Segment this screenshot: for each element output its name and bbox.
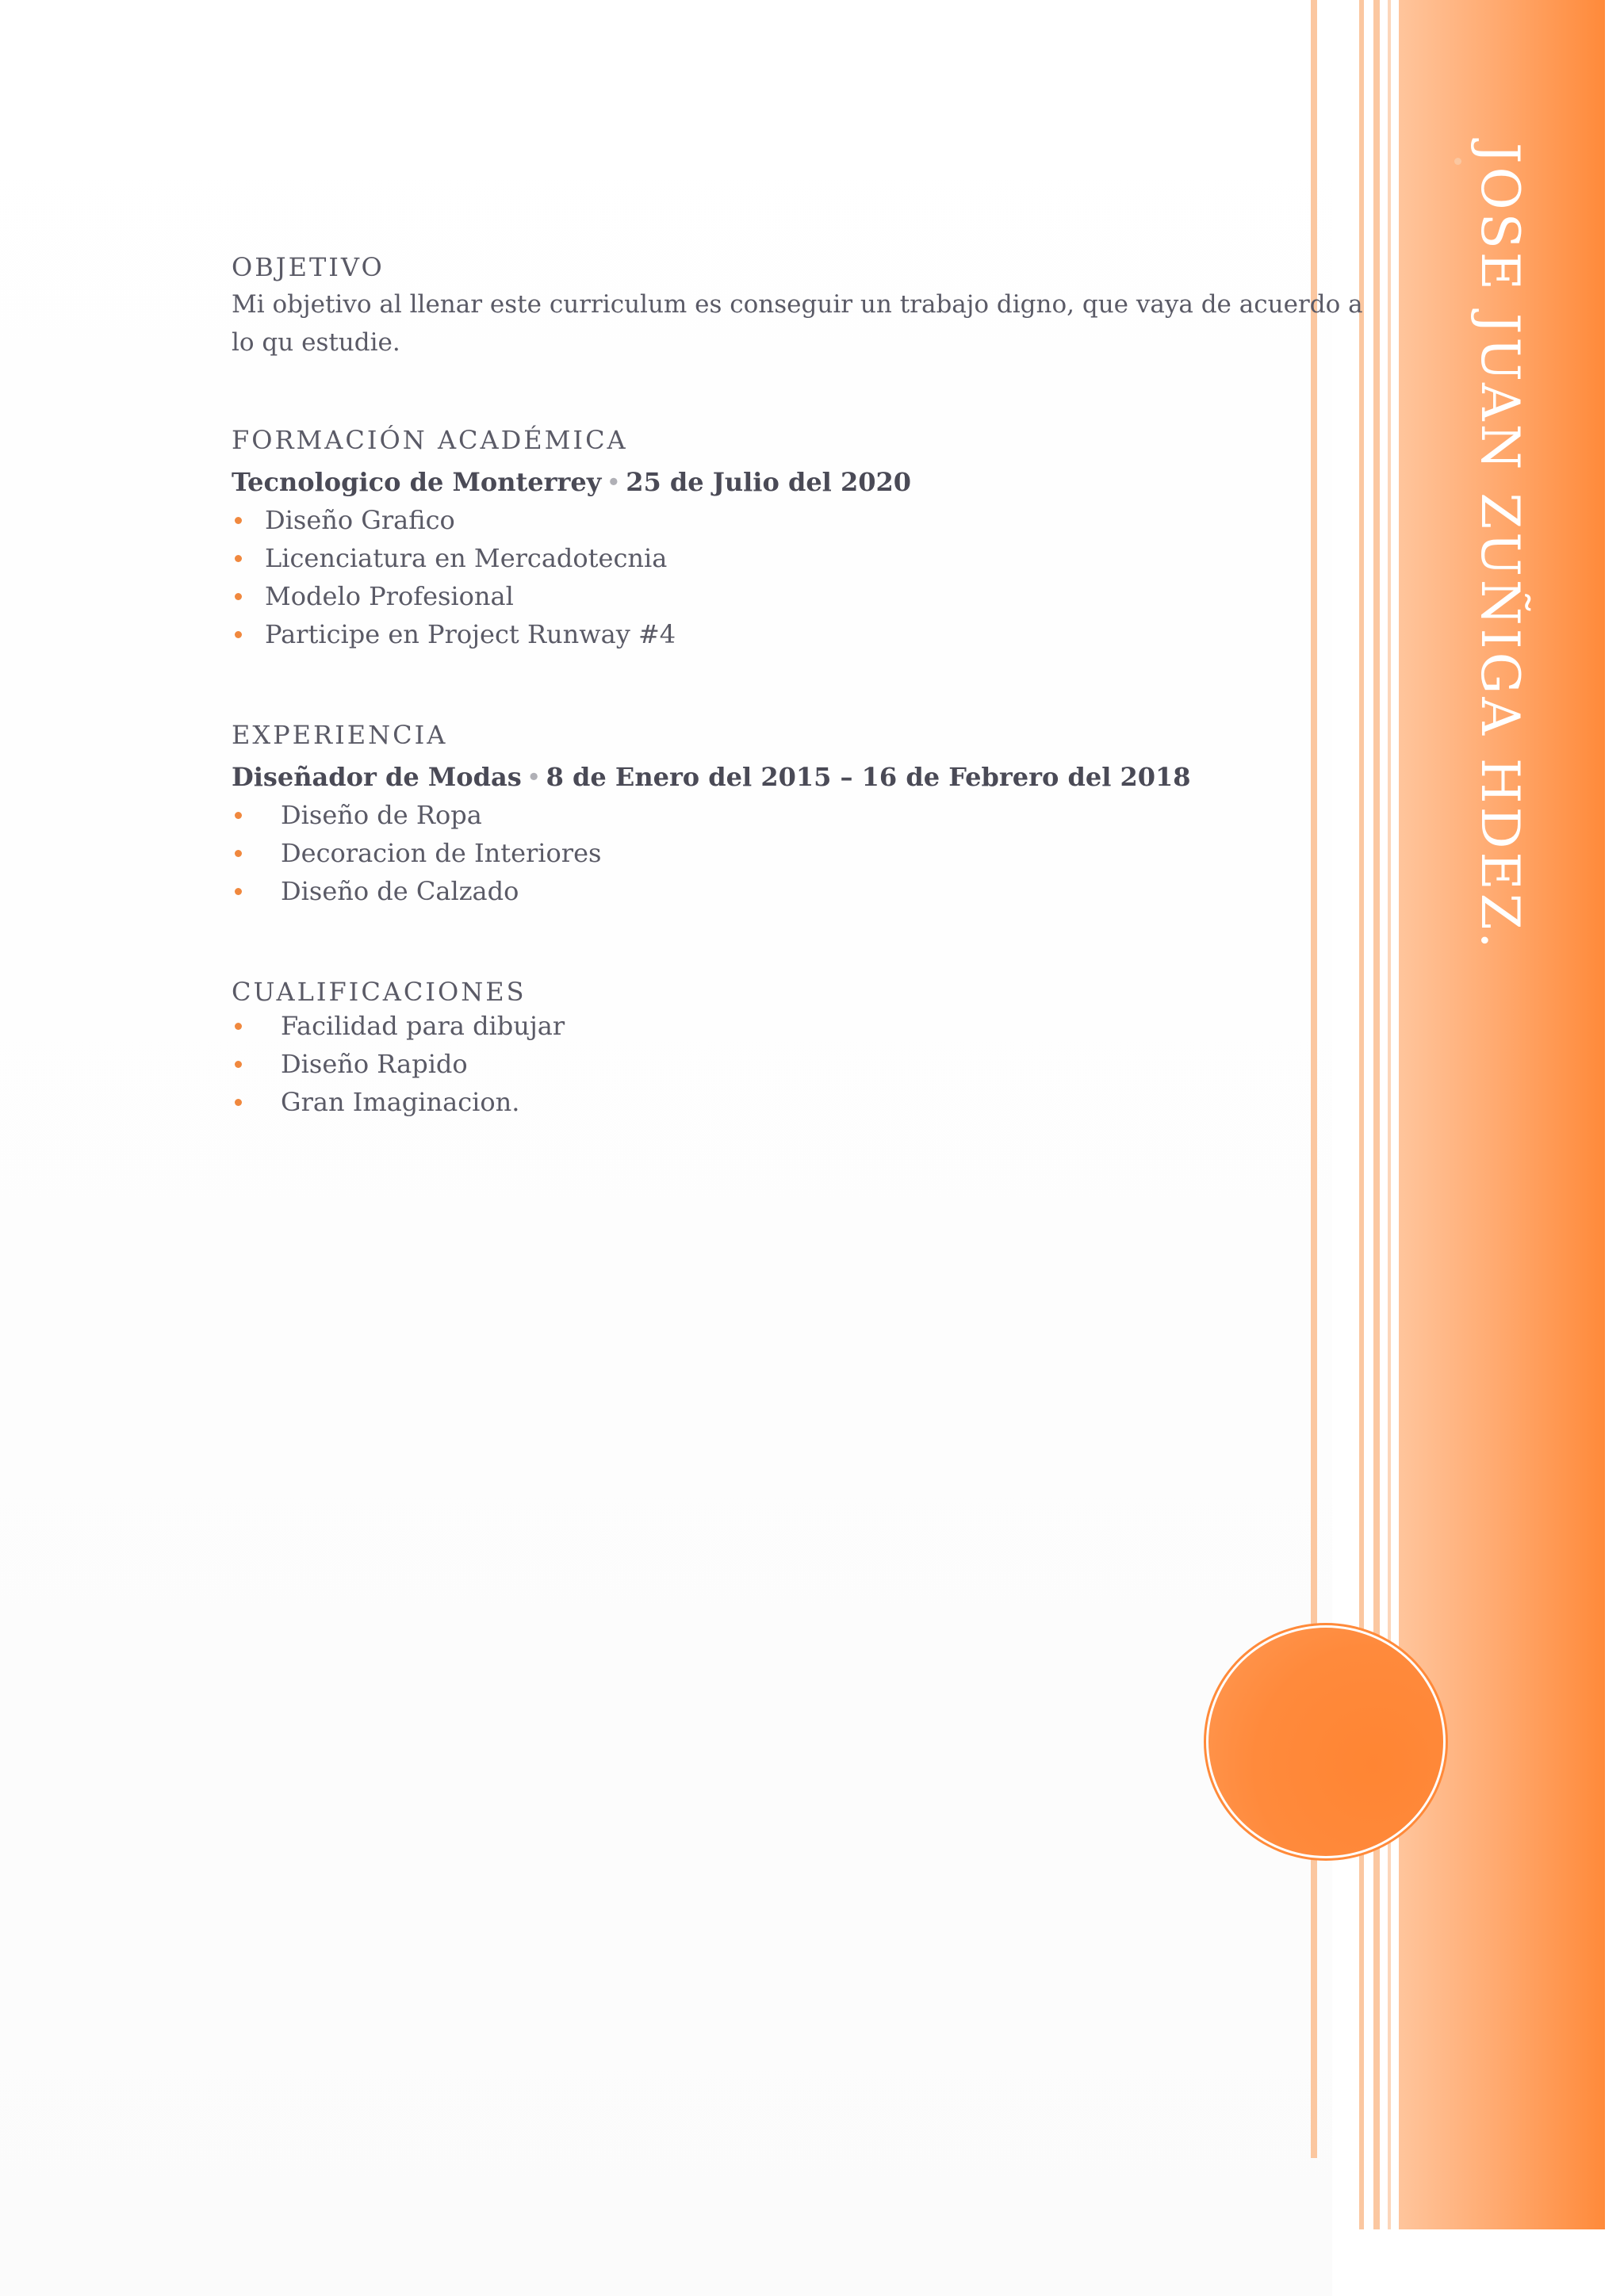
- name-dot: [1454, 158, 1461, 165]
- list-item: Diseño Rapido: [232, 1045, 1365, 1083]
- formacion-subheading: [232, 463, 1365, 501]
- decorative-stripe: [1388, 0, 1391, 2229]
- separator-dot: •: [606, 467, 622, 498]
- section-heading-experiencia: EXPERIENCIA: [232, 720, 448, 750]
- section-experiencia: [232, 720, 1365, 910]
- experiencia-subheading: [232, 758, 1365, 796]
- list-item: Participe en Project Runway #4: [232, 615, 1365, 653]
- list-item: Diseño de Ropa: [232, 796, 1365, 834]
- experiencia-list: [232, 796, 1365, 910]
- list-item: Diseño de Calzado: [232, 872, 1365, 910]
- section-heading-cualificaciones: CUALIFICACIONES: [232, 977, 527, 1007]
- list-item: Facilidad para dibujar: [232, 1007, 1365, 1045]
- section-cualificaciones: [232, 977, 1365, 1121]
- section-objetivo: [232, 252, 1365, 362]
- candidate-name: JOSE JUAN ZUÑIGA HDEZ.: [1469, 143, 1530, 952]
- section-formacion: [232, 425, 1365, 653]
- decorative-circle: [1208, 1628, 1443, 1856]
- cualificaciones-list: [232, 1007, 1365, 1121]
- list-item: Diseño Grafico: [232, 501, 1365, 539]
- list-item: Gran Imaginacion.: [232, 1083, 1365, 1121]
- list-item: Licenciatura en Mercadotecnia: [232, 539, 1365, 577]
- graduation-date: 25 de Julio del 2020: [626, 467, 912, 498]
- separator-dot: •: [526, 762, 542, 793]
- list-item: Modelo Profesional: [232, 577, 1365, 615]
- institution: Tecnologico de Monterrey: [232, 467, 602, 498]
- job-role: Diseñador de Modas: [232, 762, 522, 793]
- job-dates: 8 de Enero del 2015 – 16 de Febrero del 2018: [546, 762, 1191, 793]
- list-item: Decoracion de Interiores: [232, 834, 1365, 872]
- section-heading-objetivo: OBJETIVO: [232, 252, 385, 282]
- objetivo-text: Mi objetivo al llenar este curriculum es conseguir un trabajo digno, que vaya de acuerdo a lo qu estudie.: [232, 290, 1363, 358]
- section-heading-formacion: FORMACIÓN ACADÉMICA: [232, 425, 628, 455]
- formacion-list: [232, 501, 1365, 653]
- decorative-stripe: [1373, 0, 1380, 2229]
